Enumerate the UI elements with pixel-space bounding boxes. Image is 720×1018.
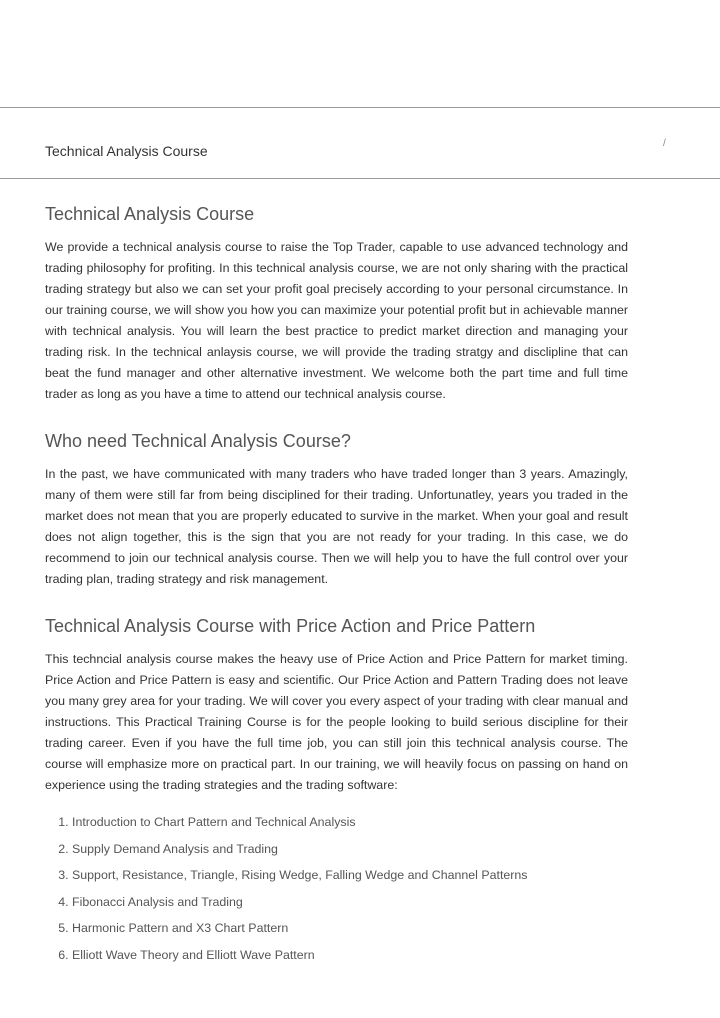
list-item: 3. Support, Resistance, Triangle, Rising Wedge, Falling Wedge and Channel Patterns [72,867,628,883]
list-item: 6. Elliott Wave Theory and Elliott Wave Pattern [72,947,628,963]
section-intro [45,204,628,405]
top-divider [0,107,720,108]
list-item: 5. Harmonic Pattern and X3 Chart Pattern [72,920,628,936]
list-item: 4. Fibonacci Analysis and Trading [72,894,628,910]
section-heading: Technical Analysis Course [45,204,255,224]
section-price-action [45,616,628,963]
course-topic-list [45,814,628,963]
article-content [45,204,628,989]
breadcrumb-separator: / [663,138,666,149]
section-body: We provide a technical analysis course to raise the Top Trader, capable to use advanced technology and trading philosophy for profiting. In this technical analysis course, we are not only sharing with the practical trading strategy but also we can set your profit goal precisely according to your personal circumstance. In our training course, we will show you how you can maximize your potential profit but in achievable manner with technical analysis. You will learn the best practice to predict market direction and managing your trading risk. In the technical anlaysis course, we will provide the trading stratgy and disclipline that can beat the fund manager and other alternative investment. We welcome both the part time and full time trader as long as you have a time to attend our technical analysis course. [45,240,628,401]
page-header-title: Technical Analysis Course [45,143,208,159]
section-heading: Who need Technical Analysis Course? [45,431,351,451]
header-divider [0,178,720,179]
section-heading: Technical Analysis Course with Price Action and Price Pattern [45,616,536,636]
list-item: 2. Supply Demand Analysis and Trading [72,841,628,857]
section-body: This techncial analysis course makes the heavy use of Price Action and Price Pattern for market timing. Price Action and Price Pattern is easy and scientific. Our Price Action and Pattern Trading does not leave you many grey area for your trading. We will cover you every aspect of your trading with clear manual and instructions. This Practical Training Course is for the people looking to build serious discipline for their trading career. Even if you have the full time job, you can still join this technical analysis course. The course will emphasize more on practical part. In our training, we will heavily focus on passing on hand on experience using the trading strategies and the trading software: [45,652,628,792]
list-item: 1. Introduction to Chart Pattern and Technical Analysis [72,814,628,830]
section-body: In the past, we have communicated with many traders who have traded longer than 3 years. Amazingly, many of them were still far from being disciplined for their trading. Unfortunatley, years you traded in the market does not mean that you are properly educated to survive in the market. When your goal and result does not align together, this is the sign that you are not ready for your trading. In this case, we do recommend to join our technical analysis course. Then we will help you to have the full control over your trading plan, trading strategy and risk management. [45,467,628,586]
section-who-needs [45,431,628,590]
